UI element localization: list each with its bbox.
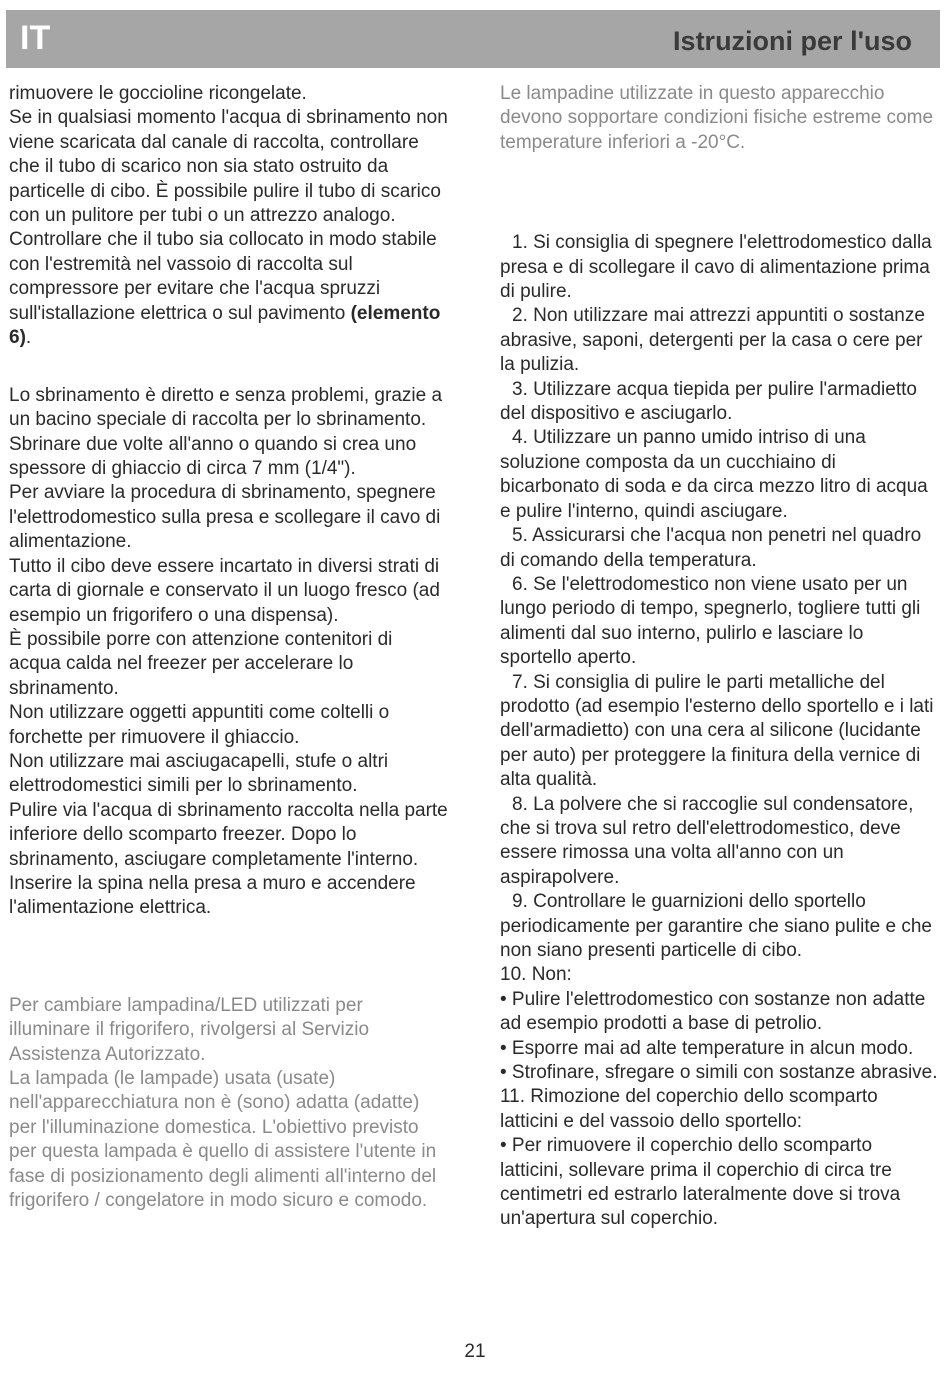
language-code: IT <box>20 19 51 57</box>
paragraph: rimuovere le goccioline ricongelate. <box>9 83 307 104</box>
paragraph: Non utilizzare mai asciugacapelli, stufe o altri elettrodomestici simili per lo sbrinamento. <box>9 750 389 797</box>
cleaning-item: 6. Se l'elettrodomestico non viene usato per un lungo periodo di tempo, spegnerlo, togliere tutti gli alimenti dal suo interno, pulirlo e lasciare lo sportello aperto. <box>500 573 921 669</box>
element-reference: (elemento 6) <box>9 302 441 349</box>
spacer <box>9 375 449 384</box>
bullet-item: • Pulire l'elettrodomestico con sostanze non adatte ad esempio prodotti a base di petrolio. <box>500 988 926 1035</box>
punctuation: . <box>25 327 32 349</box>
bullet-item: • Esporre mai ad alte temperature in alcun modo. <box>500 1037 914 1059</box>
cleaning-item-title: 10. Non: <box>500 964 572 986</box>
paragraph-text: Controllare che il tubo sia collocato in modo stabile con l'estremità nel vassoio di raccolta sul compressore per evitare che l'acqua spruzzi sull'istallazione elettrica o sul pavimento <box>9 229 437 324</box>
spacer <box>500 155 940 231</box>
paragraph: Lo sbrinamento è diretto e senza problemi, grazie a un bacino speciale di raccolta per lo sbrinamento. <box>9 384 443 431</box>
paragraph: Sbrinare due volte all'anno o quando si crea uno spessore di ghiaccio di circa 7 mm (1/4"). <box>9 433 417 480</box>
cleaning-item: 8. La polvere che si raccoglie sul condensatore, che si trova sul retro dell'elettrodomestico, deve essere rimossa una volta all'anno con un aspirapolvere. <box>500 793 914 888</box>
lamp-paragraph: Per cambiare lampadina/LED utilizzati per illuminare il frigorifero, rivolgersi al Servizio Assistenza Autorizzato. <box>9 994 370 1065</box>
paragraph: Pulire via l'acqua di sbrinamento raccolta nella parte inferiore dello scomparto freezer. Dopo lo sbrinamento, asciugare completamente l'interno. Inserire la spina nella presa a muro e accendere l'alimentazione elettrica. <box>9 799 448 919</box>
paragraph: Se in qualsiasi momento l'acqua di sbrinamento non viene scaricata dal canale di raccolta, controllare che il tubo di scarico non sia stato ostruito da particelle di cibo. È possibile pulire il tubo di scarico con un pulitore per tubi o un attrezzo analogo. <box>9 107 448 227</box>
spacer <box>9 350 449 374</box>
paragraph: Tutto il cibo deve essere incartato in diversi strati di carta di giornale e conservato il un luogo fresco (ad esempio un frigorifero o una dispensa). <box>9 555 440 626</box>
page-header <box>6 10 940 68</box>
cleaning-item: 1. Si consiglia di spegnere l'elettrodomestico dalla presa e di scollegare il cavo di alimentazione prima di pulire. <box>500 232 932 303</box>
cleaning-item: 5. Assicurarsi che l'acqua non penetri nel quadro di comando della temperatura. <box>500 525 922 571</box>
cleaning-item: 2. Non utilizzare mai attrezzi appuntiti o sostanze abrasive, saponi, detergenti per la casa o cere per la pulizia. <box>500 305 925 376</box>
cleaning-item: 7. Si consiglia di pulire le parti metalliche del prodotto (ad esempio l'esterno dello sportello e i lati dell'armadietto) con una cera al silicone (lucidante per auto) per proteggere la finitura della vernice di alta qualità. <box>500 671 934 791</box>
cleaning-item: 3. Utilizzare acqua tiepida per pulire l'armadietto del dispositivo e asciugarlo. <box>500 378 917 425</box>
page-number: 21 <box>464 1341 486 1362</box>
cleaning-item-title: 11. Rimozione del coperchio dello scomparto latticini e del vassoio dello sportello: <box>500 1086 878 1132</box>
cleaning-item: 4. Utilizzare un panno umido intriso di una soluzione composta da un cucchiaino di bicarbonato di soda e da circa mezzo litro di acqua e pulire l'interno, quindi asciugare. <box>500 427 928 522</box>
paragraph: Per avviare la procedura di sbrinamento, spegnere l'elettrodomestico sulla presa e scollegare il cavo di alimentazione. <box>9 482 441 553</box>
bullet-item: • Per rimuovere il coperchio dello scomparto latticini, sollevare prima il coperchio di circa tre centimetri ed estrarlo lateralmente dove si trova un'apertura sul coperchio. <box>500 1135 901 1230</box>
paragraph: Non utilizzare oggetti appuntiti come coltelli o forchette per rimuovere il ghiaccio. <box>9 702 390 748</box>
spacer <box>9 921 449 994</box>
bullet-item: • Strofinare, sfregare o simili con sostanze abrasive. <box>500 1062 938 1084</box>
paragraph: È possibile porre con attenzione contenitori di acqua calda nel freezer per accelerare lo sbrinamento. <box>9 628 393 699</box>
left-column <box>9 82 449 1213</box>
right-column <box>500 82 940 1232</box>
lamp-paragraph: La lampada (le lampade) usata (usate) nell'apparecchiatura non è (sono) adatta (adatte) per l'illuminazione domestica. L'obiettivo previsto per questa lampada è quello di assistere l'utente in fase di posizionamento degli alimenti all'interno del frigorifero / congelatore in modo sicuro e comodo. <box>9 1068 437 1212</box>
lamp-note: Le lampadine utilizzate in questo apparecchio devono sopportare condizioni fisiche estreme come temperature inferiori a -20°C. <box>500 83 934 153</box>
paragraph <box>9 228 449 350</box>
cleaning-item: 9. Controllare le guarnizioni dello sportello periodicamente per garantire che siano pulite e che non siano presenti particelle di cibo. <box>500 891 932 961</box>
page-title: Istruzioni per l'uso <box>673 26 912 56</box>
